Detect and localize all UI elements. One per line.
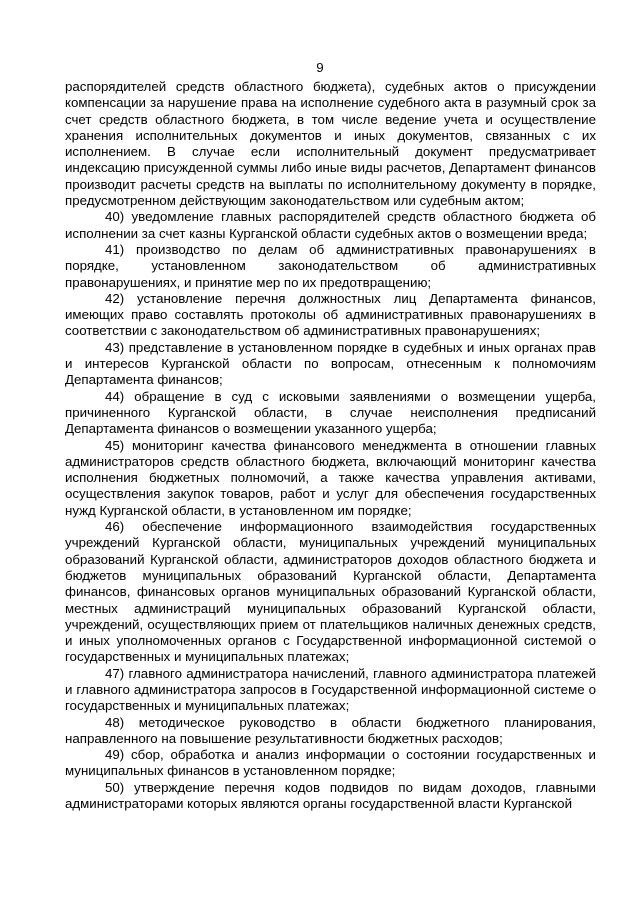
paragraph-item-41: 41) производство по делам об административных правонарушениях в порядке, установленном законодательством об административных правонарушениях, и принятие мер по их предотвращению; [65,241,596,290]
paragraph-item-47: 47) главного администратора начислений, главного администратора платежей и главного администратора запросов в Государственной информационной системе о государственных и муниципальных платежах; [65,665,596,714]
paragraph-item-40: 40) уведомление главных распорядителей средств областного бюджета об исполнении за счет казны Курганской области судебных актов о возмещении вреда; [65,209,596,241]
document-body [65,79,596,812]
paragraph-item-42: 42) установление перечня должностных лиц Департамента финансов, имеющих право составлять протоколы об административных правонарушениях в соответствии с законодательством об административных правонарушениях; [65,290,596,339]
page-number: 9 [316,60,324,75]
paragraph-item-44: 44) обращение в суд с исковыми заявлениями о возмещении ущерба, причиненного Курганской области, в случае неисполнения предписаний Департамента финансов о возмещении указанного ущерба; [65,388,596,437]
paragraph-item-46: 46) обеспечение информационного взаимодействия государственных учреждений Курганской области, муниципальных учреждений муниципальных образований Курганской области, администраторов доходов областного бюджета и бюджетов муниципальных образований Курганской области, Департамента финансов, финансовых органов муниципальных образований Курганской области, местных администраций муниципальных образований Курганской области, учреждений, осуществляющих прием от плательщиков наличных денежных средств, и иных уполномоченных органов с Государственной информационной системой о государственных и муниципальных платежах; [65,519,596,665]
paragraph-item-49: 49) сбор, обработка и анализ информации о состоянии государственных и муниципальных финансов в установленном порядке; [65,747,596,779]
paragraph-continuation: распорядителей средств областного бюджета), судебных актов о присуждении компенсации за нарушение права на исполнение судебного акта в разумный срок за счет средств областного бюджета, в том числе ведение учета и осуществление хранения исполнительных документов и иных документов, связанных с их исполнением. В случае если исполнительный документ предусматривает индексацию присужденной суммы либо иные виды расчетов, Департамент финансов производит расчеты средств на выплаты по исполнительному документу в порядке, предусмотренном действующим законодательством или судебным актом; [65,79,596,209]
paragraph-item-48: 48) методическое руководство в области бюджетного планирования, направленного на повышение результативности бюджетных расходов; [65,714,596,746]
paragraph-item-43: 43) представление в установленном порядке в судебных и иных органах прав и интересов Курганской области по вопросам, отнесенным к полномочиям Департамента финансов; [65,339,596,388]
paragraph-item-45: 45) мониторинг качества финансового менеджмента в отношении главных администраторов средств областного бюджета, включающий мониторинг качества исполнения бюджетных полномочий, а также качества управления активами, осуществления закупок товаров, работ и услуг для обеспечения государственных нужд Курганской области, в установленном им порядке; [65,437,596,518]
paragraph-item-50: 50) утверждение перечня кодов подвидов по видам доходов, главными администраторами которых являются органы государственной власти Курганской [65,779,596,812]
